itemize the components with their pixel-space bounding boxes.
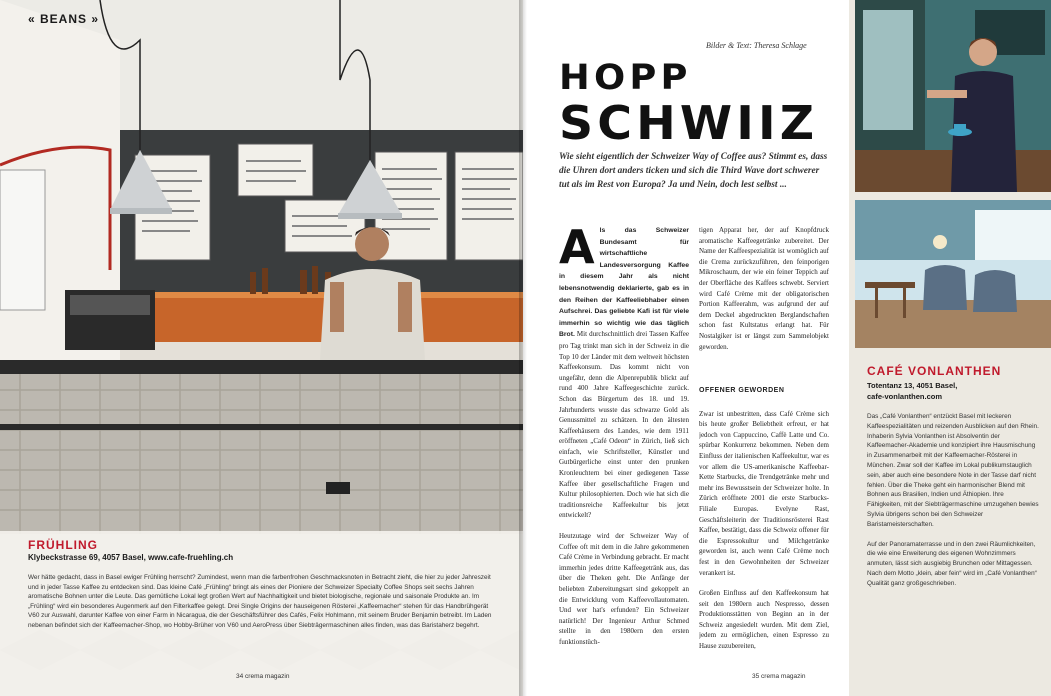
column-2-text-3: Großen Einfluss auf den Kaffeekonsum hat seit den 1980ern auch Nespresso, dessen Produktionsstätten von Beginn an in der Schweiz angesiedelt wurden. Mit dem Ziel, jedem zu ermöglichen, einen Espresso zu Hause zuzubereiten,: [699, 589, 829, 651]
article-column-1: [559, 225, 689, 690]
subheading: OFFENER GEWORDEN: [699, 387, 785, 394]
column-2-text: tigen Apparat her, der auf Knopfdruck aromatische Kaffeegetränke zubereitet. Der Name der Kaffeespezialität ist womöglich auf die Crema zurückzuführen, den feinporigen Mikroschaum, der wie ein feiner Teppich auf der Oberfläche des Kaffees schwebt. Serviert wird Café Crème mit der obligatorischen Portion Kaffeerahm, was aufgrund der auf dem Deckel abgedruckten Berglandschaften schon fast Kultstatus erlangt hat. Für Nostalgiker ist er längst zum Sammelobjekt geworden.: [699, 226, 829, 351]
page-folio-right: 35 crema magazin: [752, 673, 806, 680]
sidebar: [849, 0, 1051, 696]
drop-cap: A: [559, 225, 595, 274]
column-1-text-2: Heutzutage wird der Schweizer Way of Coffee oft mit dem in die Jahre gekommenen Café Crème in Verbindung gebracht. Er macht immerhin jedes dritte Kaffeegetränk aus, das über die Theken geht. Die Anfänge der beliebten Zubereitungsart sind gekoppelt an die Entwicklung vom Kaffeevollautomaten. Und wer hat's erfunden? Ein Schweizer natürlich! Der Ingenieur Arthur Schmed stellte in den 1980ern den ersten funktionstüch-: [559, 532, 689, 646]
right-page: [523, 0, 1051, 696]
sidebar-title: CAFÉ VONLANTHEN: [867, 364, 1002, 378]
intro-bold: ls das Schweizer Bundesamt für wirtschaftliche Landesversorgung Kaffee in diesem Jahr als nicht lebensnotwendig deklarierte, gab es in den Reihen der Kaffeeliebhaber einen Aufschrei. Das geliebte Kafi ist für viele immerhin so wichtig wie das täglich Brot.: [559, 227, 689, 339]
sidebar-address-line-1: Totentanz 13, 4051 Basel,: [867, 381, 958, 390]
left-page: [0, 0, 523, 696]
sidebar-paragraph-2: Auf der Panoramaterrasse und in den zwei Räumlichkeiten, die wie eine Erweiterung des eigenen Wohnzimmers anmuten, lässt sich ausgiebig Brunchen oder Mittagessen. Nach dem Motto „klein, aber fein“ wird im „Café Vonlanthen“ Qualität ganz großgeschrieben.: [867, 540, 1037, 587]
cafe-address: Klybeckstrasse 69, 4057 Basel, www.cafe-fruehling.ch: [28, 553, 234, 562]
lead-paragraph: Wie sieht eigentlich der Schweizer Way of Coffee aus? Stimmt es, dass die Uhren dort anders ticken und sich die Third Wave dort schwerer tut als im Rest von Europa? Ja und Nein, doch lest selbst ...: [559, 152, 828, 190]
page-folio-left: 34 crema magazin: [236, 673, 290, 680]
page-gutter: [519, 0, 527, 696]
byline: Bilder & Text: Theresa Schlage: [706, 41, 807, 50]
cafe-title: FRÜHLING: [28, 538, 98, 552]
headline-line-1: HOPP: [559, 58, 692, 98]
sidebar-body: [867, 412, 1039, 682]
article-column-2-continued: [699, 380, 829, 680]
sidebar-website: cafe-vonlanthen.com: [867, 392, 943, 401]
column-2-text-2: Zwar ist unbestritten, dass Café Crème sich bis heute großer Beliebtheit erfreut, er hat jedoch von Cappuccino, Caffè Latte und Co. spürbar Konkurrenz bekommen. Neben dem Einfluss der italienischen Kaffeekultur, war es vor allem die US-amerikanische Kaffeebar-Kette Starbucks, die Trendgetränke mehr und mehr ins Bewusstsein der Schweizer holte. In Zürich eröffnete 2001 die erste Starbucks-Filiale Europas. Evelyne Rast, Geschäftsleiterin der Traditionsrösterei Rast Kaffee, bestätigt, dass die Schweiz offener für die Espressokultur und Milchgetränke geworden ist, auch wenn Café Crème noch fest in den Gewohnheiten der Schweizer verankert ist.: [699, 409, 829, 577]
headline-line-2: SCHWIIZ: [559, 96, 819, 150]
lounge-photo: [855, 200, 1051, 348]
cafe-description: Wer hätte gedacht, dass in Basel ewiger Frühling herrscht? Zumindest, wenn man die farbenfrohen Geschmacksnoten in Betracht zieht, die hier zu jeder Jahreszeit und in jeder Tasse Kaffee zu entdecken sind. Das kleine Café „Frühling“ bringt als eines der Pioniere der Schweizer Specialty Coffee Shops seit sechs Jahren aromatische Bohnen unter die Leute. Das gemütliche Lokal legt großen Wert auf Nachhaltigkeit und bietet biologische, regionale und saisonale Produkte an. Im „Frühling“ wird ein besonderes Augenmerk auf den Filterkaffee gelegt. Drei Single Origins der hauseigenen Rösterei „Kaffeemacher“ stehen für das Handbrühgerät V60 zur Auswahl, darunter Kaffee von einer Farm in Nicaragua, die der Geschäftsführer des Cafés, Felix Hohlmann, mit seinem Bruder Benjamin betreibt. Im Laden nebenan befindet sich der Kaffeemacher-Shop, wo Hobby-Brüher von V60 und AeroPress über Siebträgermaschinen alles finden, was das Baristaherz begehrt.: [28, 574, 492, 629]
section-label: « BEANS »: [28, 12, 100, 26]
barista-photo: [855, 0, 1051, 192]
column-1-text: Mit durchschnittlich drei Tassen Kaffee pro Tag trinkt man sich in der Schweiz in die Top 10 der Länder mit dem weltweit höchsten Kaffeekonsum. Das kommt nicht von ungefähr, denn die Alpenrepublik blickt auf rund 400 Jahre Kaffeegeschichte zurück. Schon das Bürgertum des 18. und 19. Jahrhunderts wusste das schwarze Gold als Genussmittel zu schätzen. In den ältesten Kaffeehäusern des Landes, wie dem 1911 eröffneten „Café Odeon“ in Zürich, ließ sich einfach, wie Schriftsteller, Künstler und Gutbürgerliche einst unter den prunken Kronleuchtern bei einer gediegenen Tasse Kaffee über gesellschaftliche Fragen und Kultur philosophierten. Doch wie hat sich die traditionsreiche Kaffeekultur bis jetzt entwickelt?: [559, 330, 689, 520]
sidebar-address: [867, 380, 957, 402]
sidebar-paragraph-1: Das „Café Vonlanthen“ entzückt Basel mit leckeren Kaffeespezialitäten und reizenden Ausblicken auf den Rhein. Inhaberin Sylvia Vonlanthen ist Absolventin der Kaffeemacher-Akademie und konzipiert ihre Hausmischung in Zusammenarbeit mit der Kaffeemacher-Rösterei in München. Zwar soll der Kaffee im Lokal publikumstauglich sein, aber auch eine besondere Note in der Tasse darf nicht fehlen. Über die Theke geht ein harmonischer Blend mit Bohnen aus Brasilien, Indien und Äthiopien. Ihre Fähigkeiten, mit der Siebträgermaschine umzugehen bewies Sylvia übrigens schon bei den Schweizer Baristameisterschaften.: [867, 413, 1039, 528]
article-column-2: [699, 225, 829, 385]
